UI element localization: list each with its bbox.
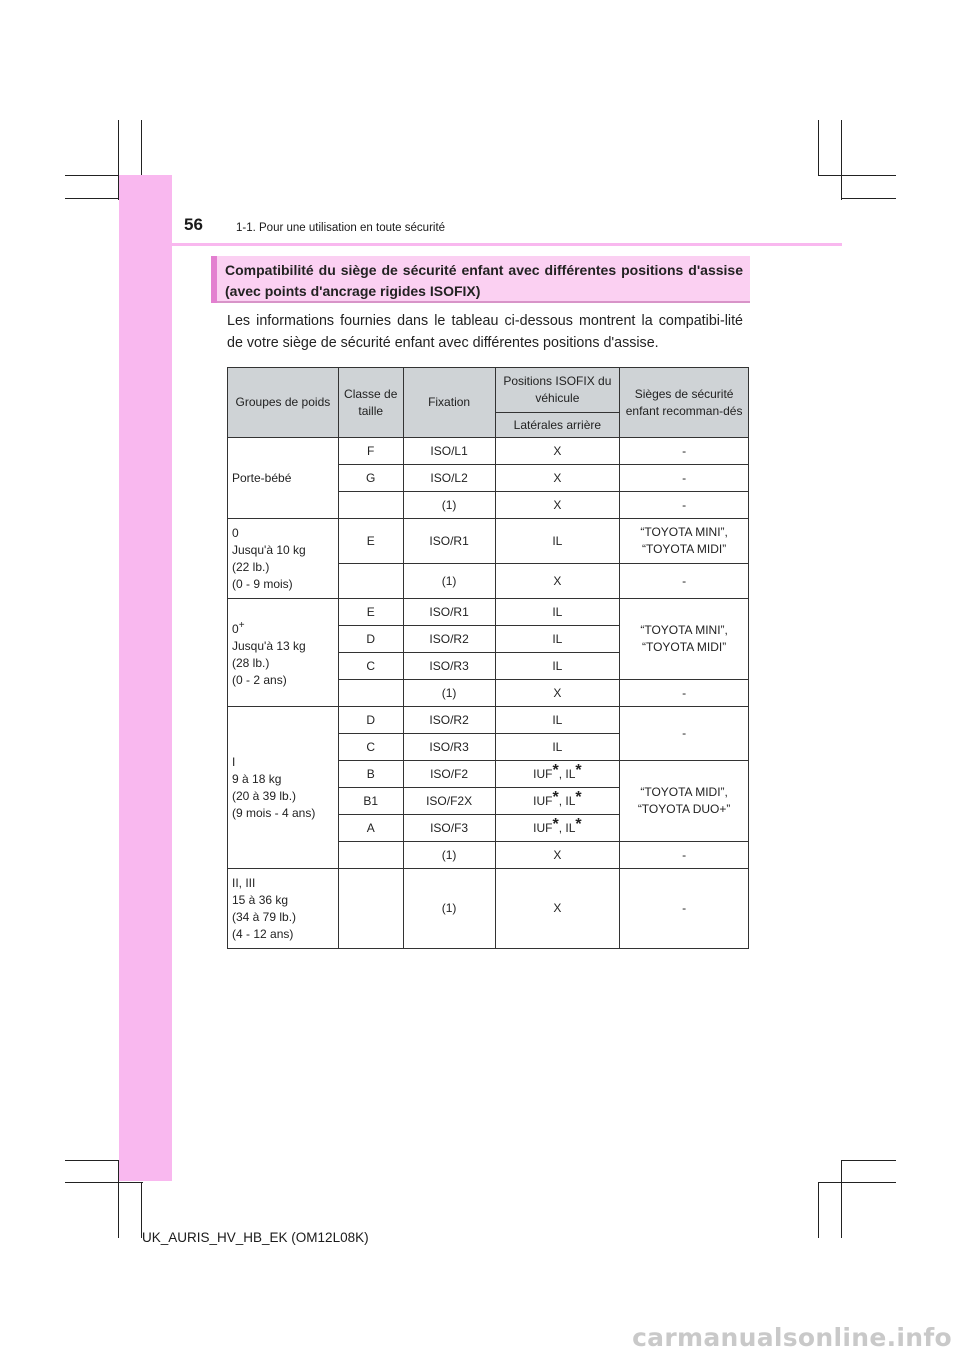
size-class-cell (338, 680, 403, 707)
footnote-star: * (552, 788, 559, 806)
recommended-cell: “TOYOTA MIDI”, “TOYOTA DUO+” (620, 761, 749, 842)
fixture-cell: ISO/F3 (403, 815, 495, 842)
position-cell: X (495, 492, 620, 519)
footnote-star: * (575, 815, 582, 833)
position-code: IL (565, 766, 576, 781)
header-mass-group: Groupes de poids (228, 368, 339, 438)
mass-group-line: (20 à 39 lb.) (232, 788, 297, 803)
position-code: IL (565, 793, 576, 808)
position-cell: IL (495, 519, 620, 564)
position-code: IUF (533, 820, 553, 835)
position-cell: X (495, 438, 620, 465)
position-cell: X (495, 465, 620, 492)
recommended-cell: - (620, 438, 749, 465)
size-class-cell: C (338, 734, 403, 761)
crop-mark (65, 1182, 143, 1183)
fixture-cell: ISO/R1 (403, 519, 495, 564)
position-code: IL (565, 820, 576, 835)
crop-mark (818, 1182, 896, 1183)
mass-group-line: 9 à 18 kg (232, 771, 282, 786)
mass-group-line: II, III (232, 875, 256, 890)
size-class-cell: B1 (338, 788, 403, 815)
size-class-cell (338, 842, 403, 869)
header-fixture: Fixation (403, 368, 495, 438)
fixture-cell: (1) (403, 492, 495, 519)
chapter-side-band (119, 175, 172, 1181)
size-class-cell: B (338, 761, 403, 788)
crop-mark (65, 1160, 120, 1161)
crop-mark (841, 198, 896, 199)
position-cell: IL (495, 707, 620, 734)
section-title: Compatibilité du siège de sécurité enfant avec différentes positions d'assise (avec points d'ancrage rigides ISOFIX) (225, 262, 743, 299)
mass-group-line: (0 - 9 mois) (232, 576, 293, 591)
position-code: IUF (533, 766, 553, 781)
position-cell: IUF*, IL* (495, 815, 620, 842)
mass-group-line: (34 à 79 lb.) (232, 909, 297, 924)
position-cell: X (495, 680, 620, 707)
fixture-cell: ISO/R2 (403, 626, 495, 653)
position-cell: X (495, 564, 620, 599)
mass-group-main: 0 (232, 621, 239, 636)
watermark: carmanualsonline.info (632, 1323, 952, 1352)
recommended-cell: “TOYOTA MINI”, “TOYOTA MIDI” (620, 599, 749, 680)
crop-mark (65, 198, 120, 199)
mass-group-line: (9 mois - 4 ans) (232, 805, 316, 820)
mass-group-label (228, 438, 339, 519)
fixture-cell: ISO/R3 (403, 734, 495, 761)
mass-group-line: Jusqu'à 13 kg (232, 638, 306, 653)
size-class-cell: D (338, 626, 403, 653)
size-class-cell: D (338, 707, 403, 734)
recommended-cell: - (620, 707, 749, 761)
position-cell: X (495, 842, 620, 869)
position-cell: X (495, 869, 620, 949)
recommended-cell: - (620, 465, 749, 492)
footnote-star: * (552, 815, 559, 833)
position-cell: IL (495, 734, 620, 761)
crop-mark (841, 1160, 896, 1161)
recommended-cell: - (620, 564, 749, 599)
recommended-cell: - (620, 842, 749, 869)
fixture-cell: (1) (403, 680, 495, 707)
fixture-cell: ISO/F2 (403, 761, 495, 788)
document-code: UK_AURIS_HV_HB_EK (OM12L08K) (142, 1230, 369, 1245)
size-class-cell (338, 492, 403, 519)
recommended-cell: - (620, 680, 749, 707)
position-cell: IL (495, 653, 620, 680)
mass-group-line: 15 à 36 kg (232, 892, 289, 907)
fixture-cell: ISO/R2 (403, 707, 495, 734)
size-class-cell: G (338, 465, 403, 492)
fixture-cell: ISO/L1 (403, 438, 495, 465)
footnote-star: * (575, 788, 582, 806)
mass-group-line: (28 lb.) (232, 655, 270, 670)
crop-mark (818, 1182, 819, 1238)
header-recommended: Sièges de sécurité enfant recomman-dés (620, 368, 749, 438)
fixture-cell: (1) (403, 869, 495, 949)
size-class-cell: F (338, 438, 403, 465)
page-number: 56 (184, 215, 203, 234)
position-cell: IL (495, 626, 620, 653)
footnote-star: * (575, 761, 582, 779)
fixture-cell: (1) (403, 564, 495, 599)
size-class-cell (338, 869, 403, 949)
mass-group-line: I (232, 754, 236, 769)
position-cell: IUF*, IL* (495, 761, 620, 788)
mass-group-label (228, 707, 339, 869)
size-class-cell: C (338, 653, 403, 680)
position-code: IUF (533, 793, 553, 808)
fixture-cell: ISO/R1 (403, 599, 495, 626)
fixture-cell: ISO/L2 (403, 465, 495, 492)
size-class-cell (338, 564, 403, 599)
footnote-star: * (552, 761, 559, 779)
mass-group-line: (22 lb.) (232, 559, 270, 574)
intro-paragraph: Les informations fournies dans le tableau ci-dessous montrent la compatibi-lité de votre siège de sécurité enfant avec différentes positions d'assise. (227, 313, 743, 351)
position-cell: IL (495, 599, 620, 626)
mass-group-line: (4 - 12 ans) (232, 926, 294, 941)
fixture-cell: ISO/R3 (403, 653, 495, 680)
recommended-cell: - (620, 869, 749, 949)
size-class-cell: E (338, 599, 403, 626)
position-cell: IUF*, IL* (495, 788, 620, 815)
running-head: 1-1. Pour une utilisation en toute sécurité (236, 222, 446, 234)
mass-group-label (228, 599, 339, 707)
crop-mark (818, 175, 896, 176)
size-class-cell: A (338, 815, 403, 842)
isofix-compatibility-table (227, 367, 749, 949)
recommended-cell: “TOYOTA MINI”, “TOYOTA MIDI” (620, 519, 749, 564)
crop-mark (841, 1160, 842, 1238)
crop-mark (841, 120, 842, 200)
mass-group-superscript: + (238, 619, 245, 631)
header-isofix-positions: Positions ISOFIX du véhicule (495, 368, 620, 413)
recommended-cell: - (620, 492, 749, 519)
crop-mark (818, 120, 819, 175)
mass-group-line: Porte-bébé (232, 470, 292, 485)
section-title-bar (211, 256, 217, 303)
mass-group-line: (0 - 2 ans) (232, 672, 287, 687)
fixture-cell: (1) (403, 842, 495, 869)
crop-mark (141, 120, 142, 175)
header-rule (119, 243, 842, 246)
mass-group-line (232, 617, 335, 638)
mass-group-line: Jusqu'à 10 kg (232, 542, 306, 557)
mass-group-label (228, 519, 339, 599)
header-rear-outboard: Latérales arrière (495, 413, 620, 438)
fixture-cell: ISO/F2X (403, 788, 495, 815)
header-size-class: Classe de taille (338, 368, 403, 438)
size-class-cell: E (338, 519, 403, 564)
mass-group-line: 0 (232, 525, 239, 540)
mass-group-label (228, 869, 339, 949)
